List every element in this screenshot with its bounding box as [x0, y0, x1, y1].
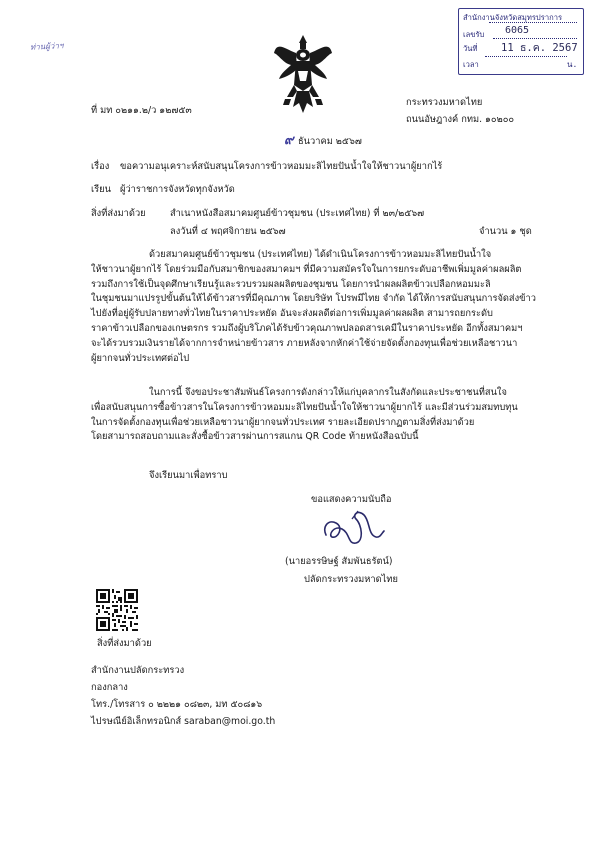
paragraph-line: ไปยังที่อยู่ผู้รับปลายทางทั่วไทยในราคาประหยัด อันจะส่งผลดีต่อการเพิ่มมูลค่าผลผลิต สามารถยกระดับ [91, 308, 493, 320]
footer-division: กองกลาง [91, 682, 128, 693]
footer-phone: โทร./โทรสาร ๐ ๒๒๒๑ ๐๘๒๓, มท ๕๐๘๑๖ [91, 699, 263, 710]
subject-label: เรื่อง [91, 161, 110, 172]
body-paragraph-1 [91, 248, 536, 366]
enclosure-label: สิ่งที่ส่งมาด้วย [91, 208, 146, 219]
paragraph-line: ในการนี้ จึงขอประชาสัมพันธ์โครงการดังกล่าวให้แก่บุคลากรในสังกัดและประชาชนที่สนใจ [149, 387, 507, 398]
paragraph-line: ด้วยสมาคมศูนย์ข้าวชุมชน (ประเทศไทย) ได้ดำเนินโครงการข้าวหอมมะลิไทยปันน้ำใจ [149, 249, 492, 260]
stamp-number-value: 6065 [505, 25, 530, 36]
signature-closing: ขอแสดงความนับถือ [311, 494, 392, 505]
paragraph-line: ราคาข้าวเปลือกของเกษตรกร รวมถึงผู้บริโภคได้รับข้าวคุณภาพปลอดสารเคมีในราคาประหยัด อีกทั้งสมาคมฯ [91, 322, 523, 334]
subject-text: ขอความอนุเคราะห์สนับสนุนโครงการข้าวหอมมะลิไทยปันน้ำใจให้ชาวนาผู้ยากไร้ [120, 161, 443, 172]
paragraph-line: ผู้ยากจนทั่วประเทศต่อไป [91, 352, 190, 364]
ministry-name: กระทรวงมหาดไทย [406, 97, 483, 108]
stamp-number-label: เลขรับ [463, 30, 485, 39]
recipient-text: ผู้ว่าราชการจังหวัดทุกจังหวัด [120, 184, 235, 195]
stamp-office: สำนักงานจังหวัดสมุทรปราการ [463, 13, 563, 22]
stamp-time-value: น. [567, 60, 578, 69]
enclosure-line1: สำเนาหนังสือสมาคมศูนย์ข้าวชุมชน (ประเทศไทย) ที่ ๒๓/๒๕๖๗ [170, 208, 425, 219]
enclosure-line2: ลงวันที่ ๔ พฤศจิกายน ๒๕๖๗ [170, 226, 286, 237]
signatory-title: ปลัดกระทรวงมหาดไทย [304, 574, 398, 585]
paragraph-line: เพื่อสนับสนุนการซื้อข้าวสารในโครงการข้าวหอมมะลิไทยปันน้ำใจให้ชาวนาผู้ยากไร้ และมีส่วนร่วมสมทบทุน [91, 401, 518, 413]
signature-mark-icon [318, 505, 388, 553]
paragraph-line: ในการจัดตั้งกองทุนเพื่อช่วยเหลือชาวนาผู้ยากจนทั่วประเทศ รายละเอียดปรากฏตามสิ่งที่ส่งมาด้วย [91, 416, 475, 428]
stamp-date-label: วันที่ [463, 44, 478, 53]
paragraph-line: ให้ชาวนาผู้ยากไร้ โดยร่วมมือกับสมาชิกของสมาคมฯ ที่มีความสมัครใจในการยกระดับอาชีพเพิ่มมูลค่าผลผลิต [91, 263, 522, 275]
paragraph-line: รวมถึงการใช้เป็นจุดศึกษาเรียนรู้และรวบรวมผลผลิตของชุมชน โดยการนำผลผลิตข้าวเปลือกหอมมะลิ [91, 278, 491, 290]
enclosure-count: จำนวน ๑ ชุด [479, 226, 532, 237]
date-day-handwritten: ๙ [284, 133, 294, 148]
paragraph-line: ในชุมชนมาแปรรูปขั้นต้นให้ได้ข้าวสารที่มีคุณภาพ โดยบริษัท โปรพมีไทย จำกัด ได้ให้การสนับสนุนการจัดส่งข้าว [91, 293, 536, 305]
ministry-address: ถนนอัษฎางค์ กทม. ๑๐๒๐๐ [406, 114, 515, 125]
date-month-year: ธันวาคม ๒๕๖๗ [298, 136, 362, 147]
signatory-name: (นายอรรษิษฐ์ สัมพันธรัตน์) [285, 556, 393, 567]
body-paragraph-2 [91, 386, 531, 445]
receiving-stamp [458, 8, 584, 75]
garuda-emblem-icon [271, 33, 335, 123]
stamp-time-label: เวลา [463, 60, 479, 69]
footer-office: สำนักงานปลัดกระทรวง [91, 665, 185, 676]
stamp-date-value: 11 ธ.ค. 2567 [501, 42, 578, 54]
qr-enclosure-label: สิ่งที่ส่งมาด้วย [97, 638, 152, 649]
closing-sentence: จึงเรียนมาเพื่อทราบ [149, 470, 228, 481]
paragraph-line: จะได้รวบรวมเงินรายได้จากการจำหน่ายข้าวสาร ภายหลังจากหักค่าใช้จ่ายจัดตั้งกองทุนเพื่อช่วยเหลือชาวนา [91, 337, 518, 349]
qr-code[interactable] [96, 589, 138, 631]
paragraph-line: โดยสามารถสอบถามและสั่งซื้อข้าวสารผ่านการสแกน QR Code ท้ายหนังสือฉบับนี้ [91, 431, 419, 443]
margin-note: ท่านผู้ว่าฯ [29, 41, 64, 52]
document-number: ที่ มท ๐๒๑๑.๒/ว ๑๒๗๕๓ [91, 105, 192, 116]
footer-email: ไปรษณีย์อิเล็กทรอนิกส์ saraban@moi.go.th [91, 716, 276, 727]
recipient-label: เรียน [91, 184, 111, 195]
